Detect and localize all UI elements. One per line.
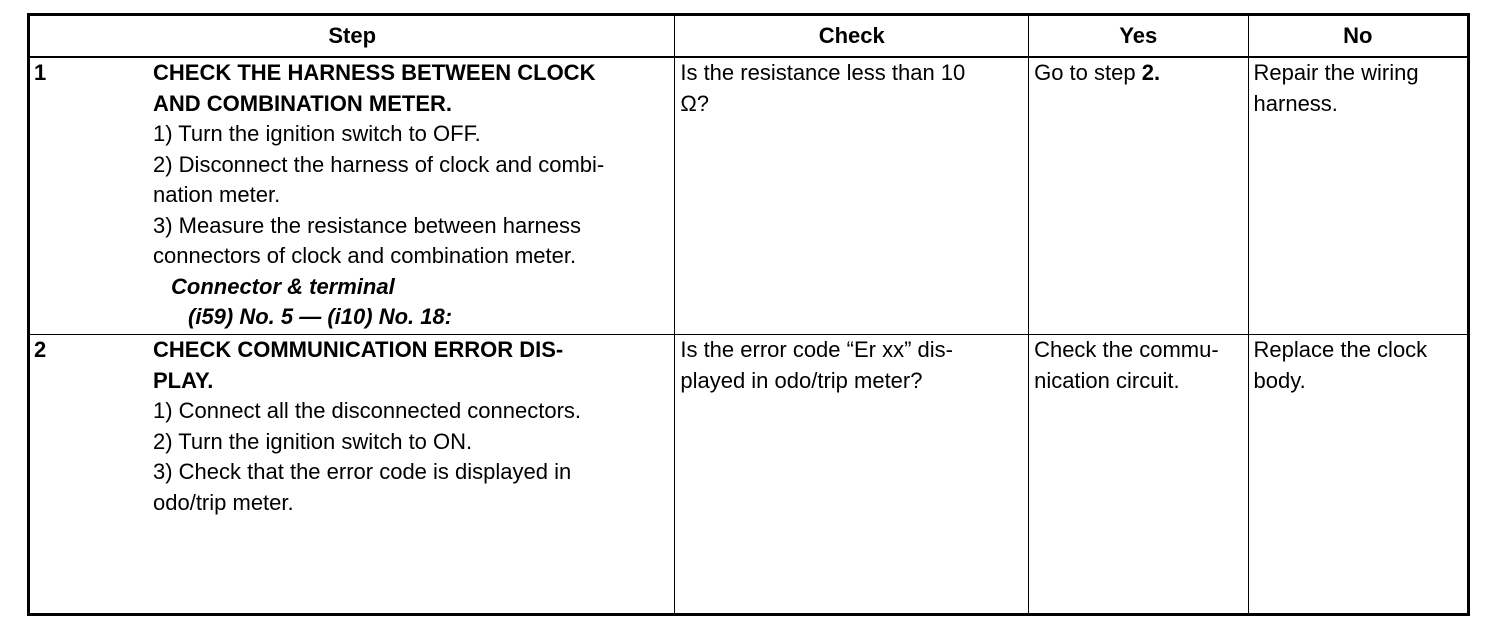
step-number: 2 (34, 337, 47, 362)
connector-terminal-label: Connector & terminal (171, 273, 395, 299)
step-instruction: nation meter. (153, 182, 281, 207)
step-instruction: odo/trip meter. (153, 489, 294, 515)
header-step: Step (29, 15, 675, 58)
header-yes: Yes (1029, 15, 1248, 58)
no-cell (1248, 57, 1468, 335)
check-text-line: Ω? (680, 90, 710, 116)
check-text-line: Is the error code “Er xx” dis- (680, 337, 953, 362)
check-cell (675, 57, 1029, 335)
check-text-line: played in odo/trip meter? (680, 367, 923, 393)
table-row (29, 335, 1469, 615)
yes-step-ref: 2. (1141, 60, 1161, 85)
no-text-line: harness. (1253, 90, 1338, 116)
check-text-line: Is the resistance less than 10 (680, 60, 966, 85)
step-title-line: AND COMBINATION METER. (153, 90, 453, 116)
diagnostic-table (27, 13, 1470, 616)
no-text-line: Replace the clock (1253, 337, 1428, 362)
step-instruction: 3) Measure the resistance between harness (153, 212, 582, 238)
step-cell (29, 335, 675, 615)
table-row (29, 57, 1469, 335)
yes-cell (1029, 57, 1248, 335)
step-cell (29, 57, 675, 335)
step-title-line: PLAY. (153, 367, 214, 393)
step-instruction: 1) Turn the ignition switch to OFF. (153, 121, 481, 146)
step-instruction: 1) Connect all the disconnected connectors. (153, 398, 582, 423)
header-no: No (1248, 15, 1468, 58)
header-check: Check (675, 15, 1029, 58)
step-number: 1 (34, 60, 47, 85)
check-cell (675, 335, 1029, 615)
yes-text: Go to step (1034, 60, 1142, 85)
yes-text-line: Check the commu- (1034, 337, 1219, 362)
step-instruction: 2) Turn the ignition switch to ON. (153, 428, 473, 454)
step-instruction: 3) Check that the error code is displayed in (153, 459, 572, 484)
no-cell (1248, 335, 1468, 615)
step-title-line: CHECK COMMUNICATION ERROR DIS- (153, 337, 564, 362)
yes-cell (1029, 335, 1248, 615)
step-title-line: CHECK THE HARNESS BETWEEN CLOCK (153, 60, 596, 85)
step-instruction: connectors of clock and combination meter. (153, 243, 577, 268)
connector-terminal-value: (i59) No. 5 — (i10) No. 18: (188, 304, 453, 329)
no-text-line: body. (1253, 367, 1306, 393)
no-text-line: Repair the wiring (1253, 60, 1419, 85)
yes-text-line: nication circuit. (1034, 367, 1180, 393)
header-row (29, 15, 1469, 58)
step-instruction: 2) Disconnect the harness of clock and combi- (153, 151, 605, 177)
